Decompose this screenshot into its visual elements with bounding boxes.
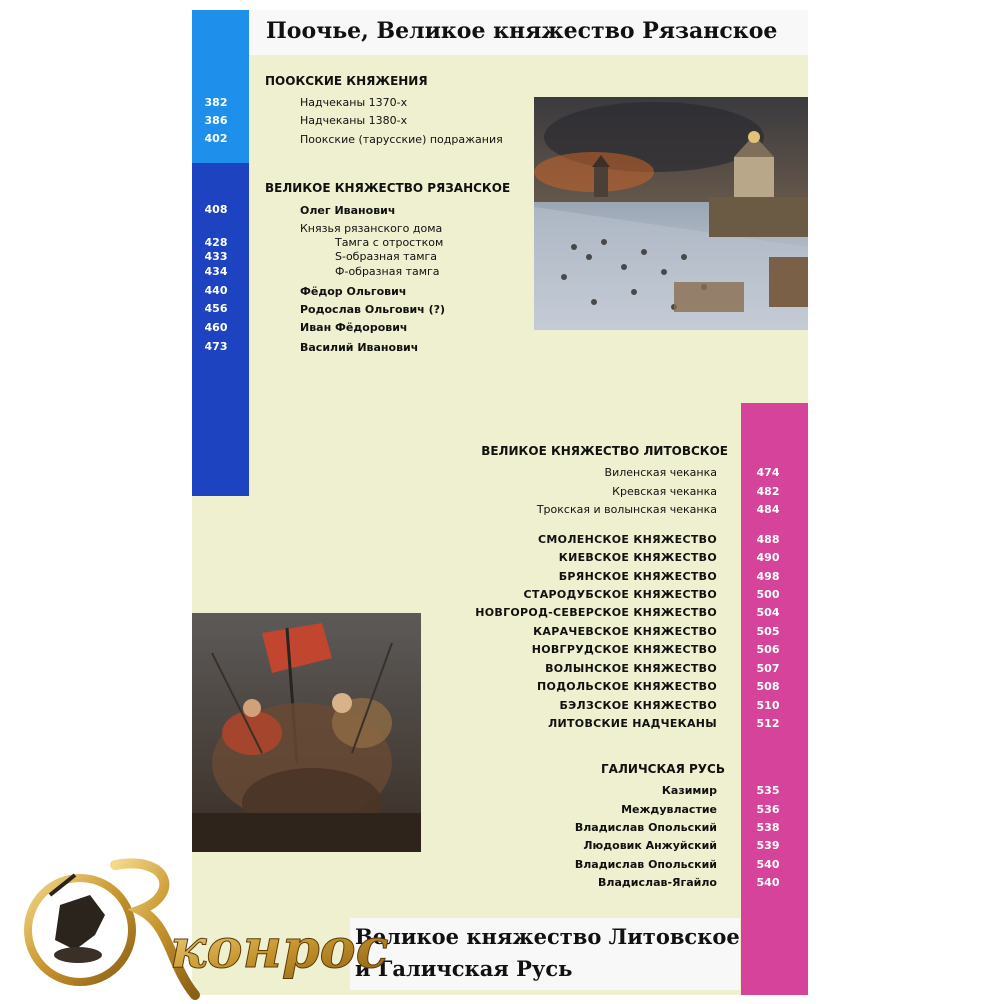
page-number: 474 <box>756 466 780 479</box>
toc-entry[interactable]: Междувластие <box>621 803 717 816</box>
toc-entry[interactable]: ПОДОЛЬСКОЕ КНЯЖЕСТВО <box>537 680 717 693</box>
page-number: 473 <box>204 340 228 353</box>
toc-entry[interactable]: НОВГОРОД-СЕВЕРСКОЕ КНЯЖЕСТВО <box>475 606 717 619</box>
page-number: 536 <box>756 803 780 816</box>
page-number: 512 <box>756 717 780 730</box>
page-number: 508 <box>756 680 780 693</box>
toc-entry[interactable]: Владислав-Ягайло <box>598 876 717 889</box>
toc-entry[interactable]: Поокские (тарусские) подражания <box>300 133 503 146</box>
page-number: 504 <box>756 606 780 619</box>
toc-entry[interactable]: Людовик Анжуйский <box>583 839 717 852</box>
section-heading-galicia: ГАЛИЧСКАЯ РУСЬ <box>601 762 725 776</box>
toc-entry[interactable]: Олег Иванович <box>300 204 396 217</box>
page-number: 505 <box>756 625 780 638</box>
toc-entry[interactable]: Надчеканы 1380-х <box>300 114 408 127</box>
page-number: 540 <box>756 858 780 871</box>
header-title-box <box>249 10 808 55</box>
battle-painting <box>192 613 421 852</box>
siege-painting <box>534 97 808 330</box>
page-number: 456 <box>204 302 228 315</box>
toc-entry[interactable]: Ф-образная тамга <box>335 265 440 278</box>
page-number: 535 <box>756 784 780 797</box>
toc-entry[interactable]: Надчеканы 1370-х <box>300 96 408 109</box>
toc-entry[interactable]: СТАРОДУБСКОЕ КНЯЖЕСТВО <box>523 588 717 601</box>
page-number: 408 <box>204 203 228 216</box>
section-heading-pooksk: ПООКСКИЕ КНЯЖЕНИЯ <box>265 74 428 88</box>
page-number: 498 <box>756 570 780 583</box>
page-number: 500 <box>756 588 780 601</box>
toc-entry[interactable]: Тамга с отростком <box>335 236 444 249</box>
toc-entry[interactable]: КАРАЧЕВСКОЕ КНЯЖЕСТВО <box>533 625 717 638</box>
footer-title-box <box>350 918 740 990</box>
toc-entry[interactable]: КИЕВСКОЕ КНЯЖЕСТВО <box>558 551 717 564</box>
logo-text: конрос <box>170 916 389 980</box>
toc-entry[interactable]: Родослав Ольгович (?) <box>300 303 446 316</box>
toc-entry[interactable]: БРЯНСКОЕ КНЯЖЕСТВО <box>558 570 717 583</box>
section-heading-lithuania: ВЕЛИКОЕ КНЯЖЕСТВО ЛИТОВСКОЕ <box>481 444 728 458</box>
page-number: 428 <box>204 236 228 249</box>
page-number: 386 <box>204 114 228 127</box>
page-number: 440 <box>204 284 228 297</box>
page-number: 507 <box>756 662 780 675</box>
page-number: 538 <box>756 821 780 834</box>
toc-entry[interactable]: Владислав Опольский <box>574 858 717 871</box>
toc-entry[interactable]: Владислав Опольский <box>574 821 717 834</box>
toc-entry[interactable]: Кревская чеканка <box>612 485 717 498</box>
page-number: 460 <box>204 321 228 334</box>
konros-logo <box>20 855 389 1000</box>
toc-entry[interactable]: Иван Фёдорович <box>300 321 408 334</box>
page-title: Поочье, Великое княжество Рязанское <box>266 18 778 44</box>
page-number: 539 <box>756 839 780 852</box>
page-number: 434 <box>204 265 228 278</box>
section-heading-ryazan: ВЕЛИКОЕ КНЯЖЕСТВО РЯЗАНСКОЕ <box>265 181 511 195</box>
page-number: 484 <box>756 503 780 516</box>
toc-entry[interactable]: Трокская и волынская чеканка <box>536 503 717 516</box>
toc-entry[interactable]: ЛИТОВСКИЕ НАДЧЕКАНЫ <box>548 717 717 730</box>
toc-entry[interactable]: Князья рязанского дома <box>300 222 443 235</box>
toc-entry[interactable]: БЭЛЗСКОЕ КНЯЖЕСТВО <box>559 699 717 712</box>
toc-entry[interactable]: S-образная тамга <box>335 250 438 263</box>
toc-entry[interactable]: НОВГРУДСКОЕ КНЯЖЕСТВО <box>531 643 717 656</box>
footer-title-line2: и Галичская Русь <box>355 956 573 981</box>
page-number: 540 <box>756 876 780 889</box>
toc-entry[interactable]: Виленская чеканка <box>604 466 717 479</box>
page-number: 490 <box>756 551 780 564</box>
page-number: 382 <box>204 96 228 109</box>
page-number: 482 <box>756 485 780 498</box>
page-number: 433 <box>204 250 228 263</box>
toc-entry[interactable]: Фёдор Ольгович <box>300 285 407 298</box>
page-number: 488 <box>756 533 780 546</box>
page-number: 510 <box>756 699 780 712</box>
toc-entry[interactable]: СМОЛЕНСКОЕ КНЯЖЕСТВО <box>538 533 717 546</box>
page-number: 402 <box>204 132 228 145</box>
toc-entry[interactable]: ВОЛЫНСКОЕ КНЯЖЕСТВО <box>545 662 717 675</box>
toc-entry[interactable]: Василий Иванович <box>300 341 419 354</box>
page-number: 506 <box>756 643 780 656</box>
footer-title-line1: Великое княжество Литовское <box>355 924 740 949</box>
toc-entry[interactable]: Казимир <box>661 784 717 797</box>
